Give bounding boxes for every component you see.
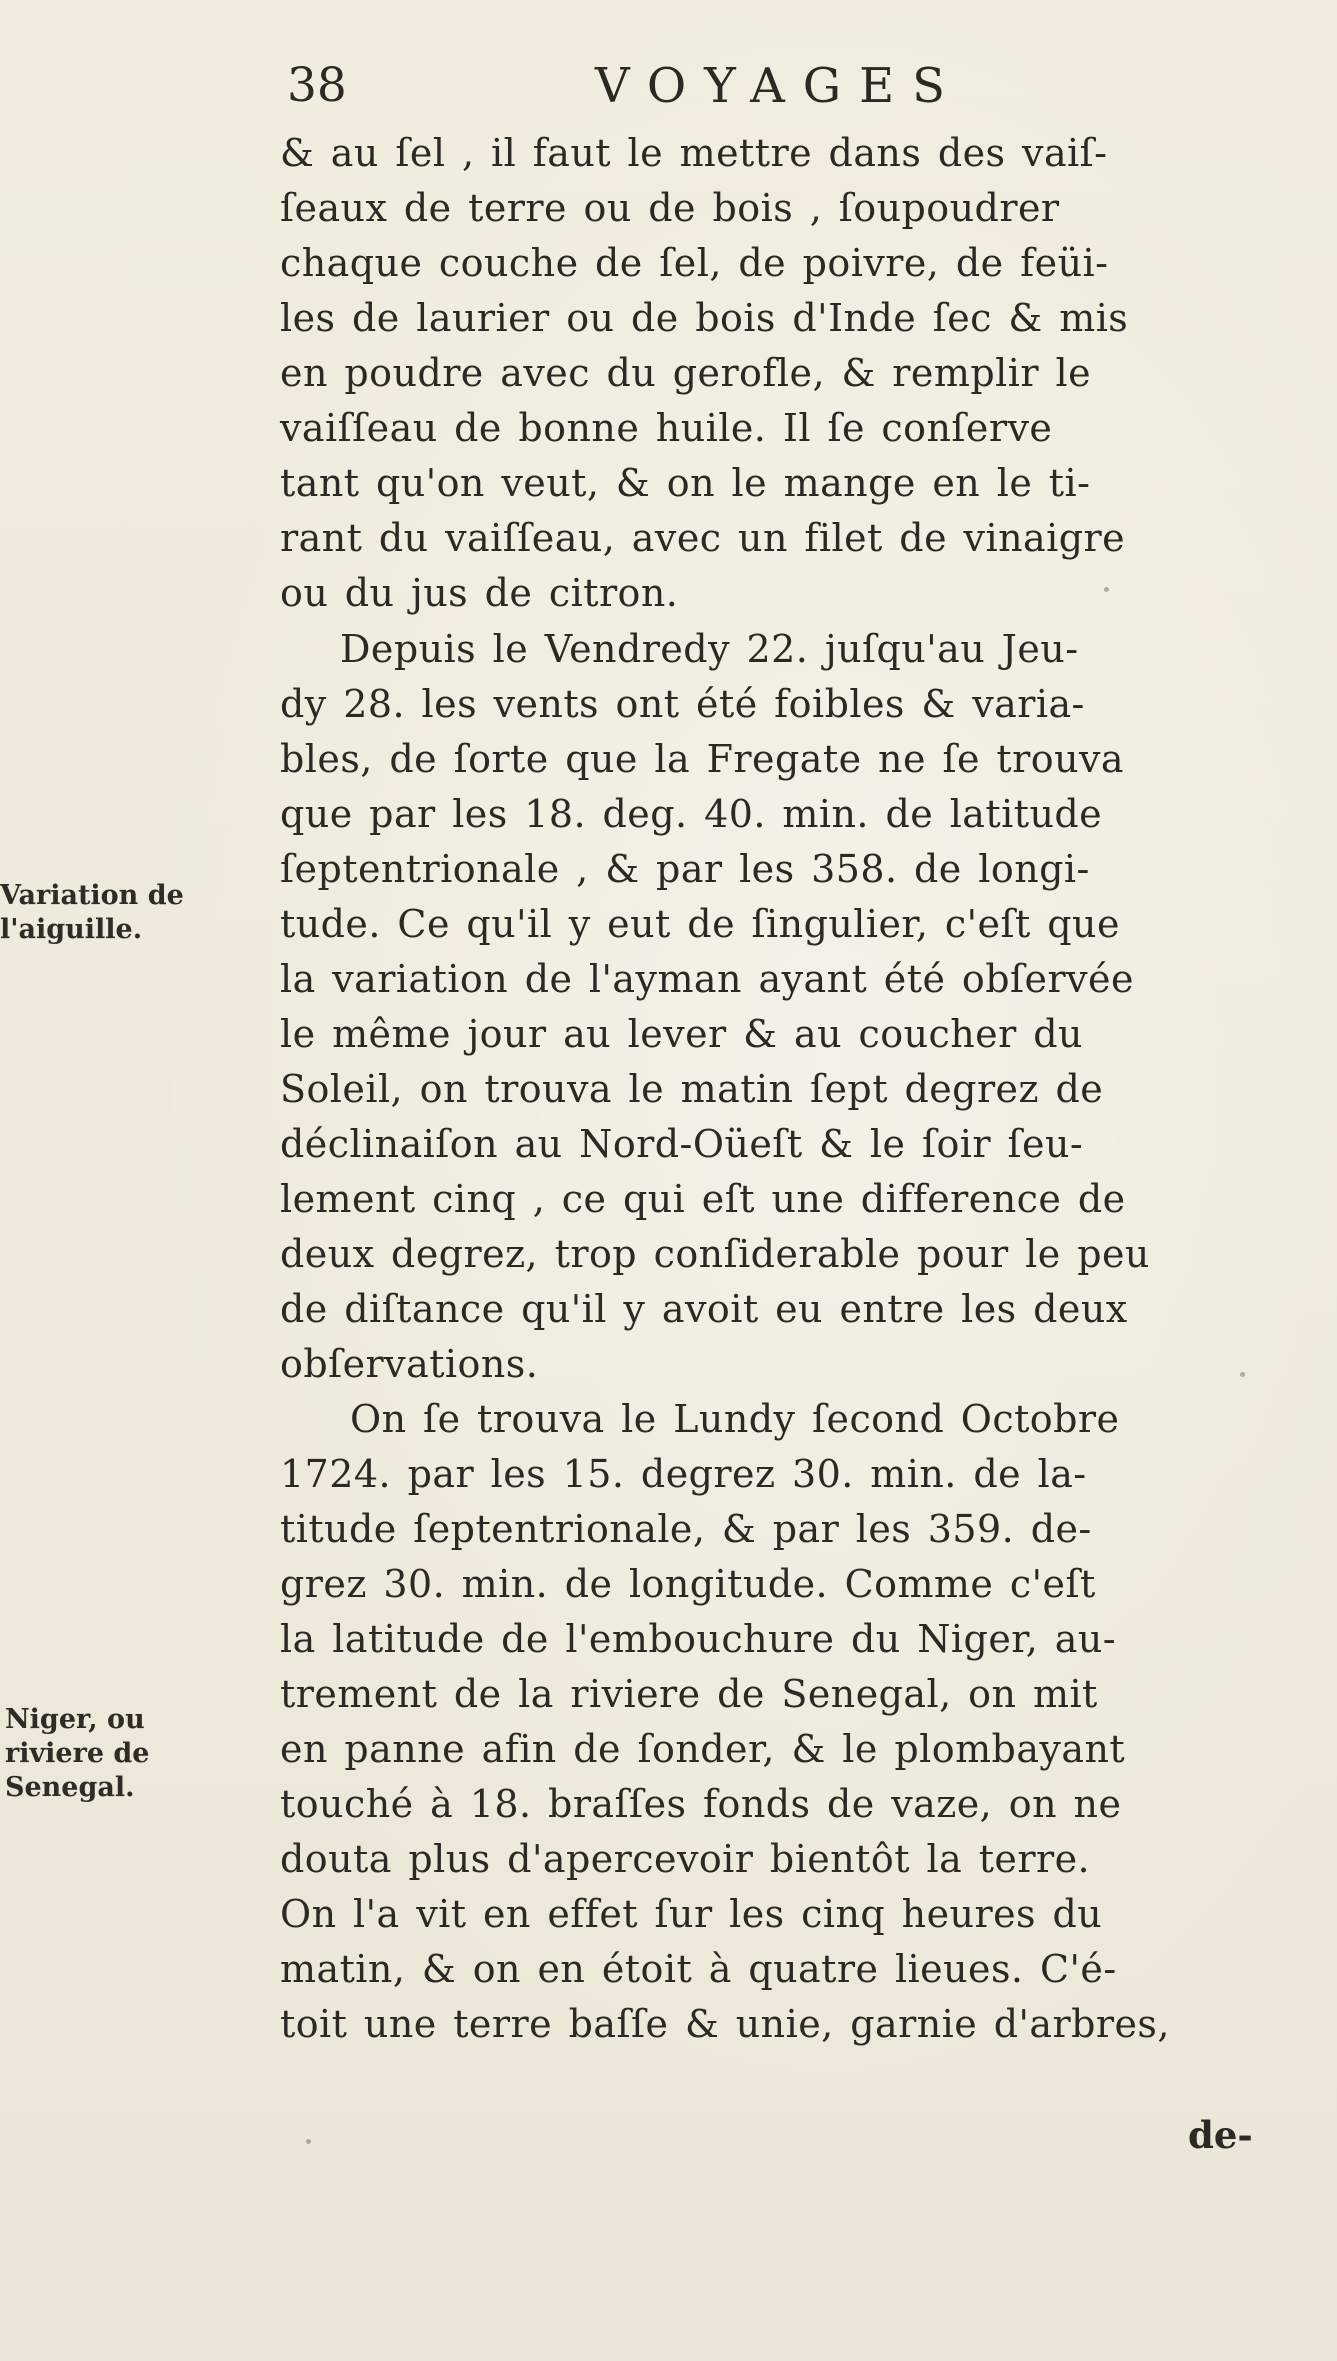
text-line: le même jour au lever & au coucher du xyxy=(280,1012,1083,1056)
text-line: On l'a vit en effet ſur les cinq heures du xyxy=(280,1892,1103,1936)
page-mark xyxy=(1104,587,1109,592)
margin-note-line: Variation de xyxy=(0,880,184,911)
text-line: la latitude de l'embouchure du Niger, au- xyxy=(280,1617,1117,1661)
text-line: ſeaux de terre ou de bois , ſoupoudrer xyxy=(280,186,1060,230)
text-line: 1724. par les 15. degrez 30. min. de la- xyxy=(280,1452,1087,1496)
text-line: de diſtance qu'il y avoit eu entre les deux xyxy=(280,1287,1128,1331)
text-line: que par les 18. deg. 40. min. de latitude xyxy=(280,792,1103,836)
margin-note-variation xyxy=(0,879,280,947)
text-line: Depuis le Vendredy 22. juſqu'au Jeu- xyxy=(340,627,1079,671)
text-line: lement cinq , ce qui eſt une difference de xyxy=(280,1177,1126,1221)
page-number: 38 xyxy=(287,58,347,113)
text-line: toit une terre baſſe & unie, garnie d'arbres, xyxy=(280,2002,1170,2046)
text-line: ou du jus de citron. xyxy=(280,571,679,615)
text-line: douta plus d'apercevoir bientôt la terre. xyxy=(280,1837,1091,1881)
text-line: la variation de l'ayman ayant été obſervée xyxy=(280,957,1134,1001)
page-mark xyxy=(1240,1372,1245,1377)
text-line: ſeptentrionale , & par les 358. de longi- xyxy=(280,847,1090,891)
text-line: bles, de ſorte que la Fregate ne ſe trouva xyxy=(280,737,1125,781)
text-line: On ſe trouva le Lundy ſecond Octobre xyxy=(350,1397,1120,1441)
text-line: grez 30. min. de longitude. Comme c'eſt xyxy=(280,1562,1096,1606)
text-line: en panne afin de ſonder, & le plombayant xyxy=(280,1727,1126,1771)
text-line: déclinaiſon au Nord-Oüeſt & le ſoir ſeu- xyxy=(280,1122,1084,1166)
margin-note-niger xyxy=(5,1703,285,1805)
text-line: Soleil, on trouva le matin ſept degrez de xyxy=(280,1067,1104,1111)
text-line: dy 28. les vents ont été foibles & varia- xyxy=(280,682,1085,726)
text-line: titude ſeptentrionale, & par les 359. de- xyxy=(280,1507,1092,1551)
text-line: trement de la riviere de Senegal, on mit xyxy=(280,1672,1098,1716)
text-line: vaiſſeau de bonne huile. Il ſe conſerve xyxy=(280,406,1053,450)
text-line: tude. Ce qu'il y eut de ſingulier, c'eſt que xyxy=(280,902,1120,946)
text-line: deux degrez, trop conſiderable pour le peu xyxy=(280,1232,1150,1276)
catchword: de- xyxy=(1188,2113,1253,2157)
margin-note-line: Niger, ou xyxy=(5,1704,145,1735)
text-line: obſervations. xyxy=(280,1342,539,1386)
margin-note-line: riviere de xyxy=(5,1738,150,1769)
running-title: VOYAGES xyxy=(595,58,964,114)
text-line: matin, & on en étoit à quatre lieues. C'é- xyxy=(280,1947,1117,1991)
margin-note-line: Senegal. xyxy=(5,1772,135,1803)
text-line: chaque couche de ſel, de poivre, de feüi- xyxy=(280,241,1109,285)
text-line: & au ſel , il faut le mettre dans des vaiſ- xyxy=(280,131,1108,175)
text-line: les de laurier ou de bois d'Inde ſec & mis xyxy=(280,296,1129,340)
text-line: rant du vaiſſeau, avec un filet de vinaigre xyxy=(280,516,1126,560)
margin-note-line: l'aiguille. xyxy=(0,914,143,945)
text-line: en poudre avec du gerofle, & remplir le xyxy=(280,351,1092,395)
page-mark xyxy=(306,2139,311,2144)
text-line: touché à 18. braſſes fonds de vaze, on ne xyxy=(280,1782,1122,1826)
text-line: tant qu'on veut, & on le mange en le ti- xyxy=(280,461,1091,505)
